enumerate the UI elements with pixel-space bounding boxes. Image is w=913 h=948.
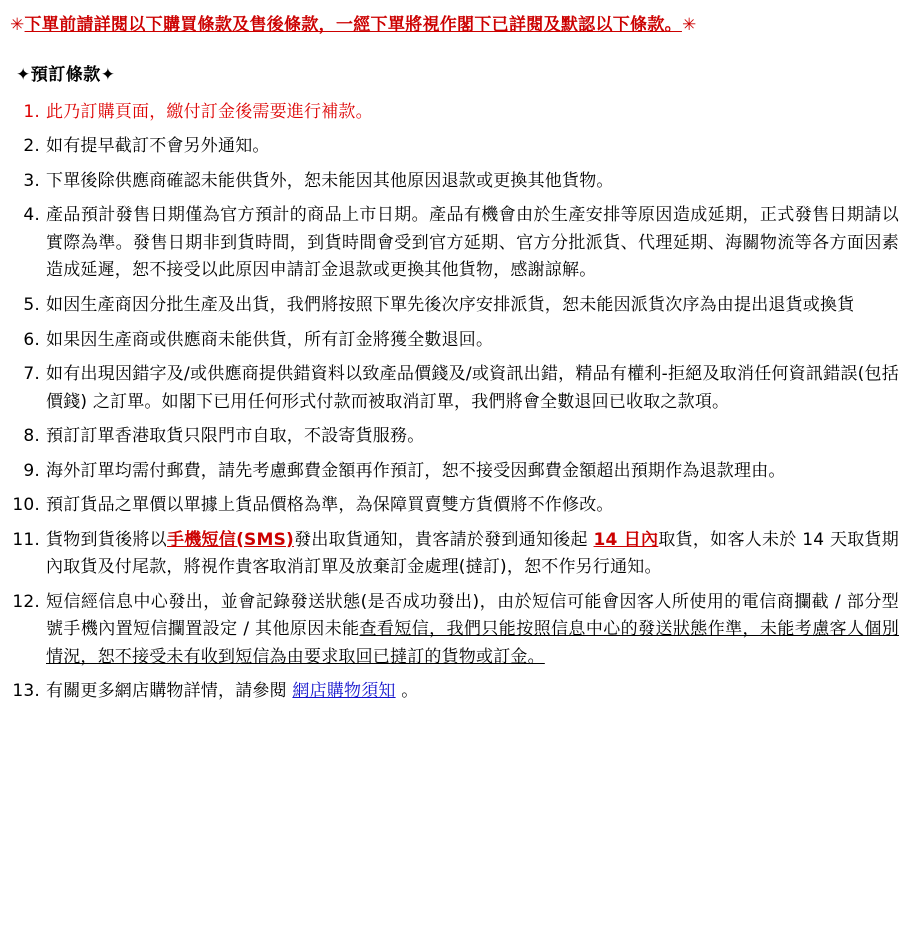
term-item [10, 527, 899, 582]
term-text: 發出取貨通知，貴客請於發到通知後起 [294, 529, 594, 550]
shopping-guide-link[interactable]: 網店購物須知 [292, 681, 396, 702]
term-item [10, 589, 899, 672]
section-title [16, 60, 899, 85]
diamond-icon-right: ✦ [100, 64, 116, 85]
term-text: 貨物到貨後將以 [46, 529, 167, 550]
term-text: 下單後除供應商確認未能供貨外，恕未能因其他原因退款或更換其他貨物。 [46, 170, 614, 191]
term-item [10, 133, 899, 161]
term-text: 短信經信息中心發出，並會記錄發送狀態(是否成功發出)，由於短信可能會因客人所使用的電信商攔截 / 部分型號手機內置短信攔置設定 / 其他原因未能 [46, 591, 899, 640]
underlined-term-text: 查看短信，我們只能按照信息中心的發送狀態作準，未能考慮客人個別情況，恕不接受未有收到短信為由要求取回已撻訂的貨物或訂金。 [46, 619, 899, 667]
term-item [10, 678, 899, 706]
term-item [10, 423, 899, 451]
terms-list [10, 99, 899, 706]
term-item [10, 292, 899, 320]
highlighted-term-text: 14 日內 [593, 529, 659, 550]
term-text: 如因生產商因分批生產及出貨，我們將按照下單先後次序安排派貨，恕未能因派貨次序為由提出退貨或換貨 [46, 294, 855, 315]
term-text: 取貨，如客人未於 14 天取貨期內取貨及付尾款，將視作貴客取消訂單及放棄訂金處理(撻訂)，恕不作另行通知。 [46, 529, 899, 578]
term-text: 如有提早截訂不會另外通知。 [46, 136, 270, 157]
highlighted-term-text: 手機短信(SMS) [166, 529, 295, 550]
term-item [10, 99, 899, 127]
term-text: 預訂訂單香港取貨只限門市自取，不設寄貨服務。 [46, 426, 425, 447]
top-notice-text: 下單前請詳閱以下購買條款及售後條款，一經下單將視作閣下已詳閱及默認以下條款。 [24, 15, 682, 35]
term-item [10, 327, 899, 355]
term-text: 如有出現因錯字及/或供應商提供錯資料以致產品價錢及/或資訊出錯，精品有權利-拒絕及取消任何資訊錯誤(包括價錢) 之訂單。如閣下已用任何形式付款而被取消訂單，我們將會全數退回已收取之款項。 [46, 364, 899, 412]
term-item [10, 202, 899, 285]
asterisk-icon-right: ✳ [681, 15, 697, 35]
section-title-text: 預訂條款 [30, 64, 101, 85]
term-item [10, 361, 899, 416]
top-notice [10, 14, 899, 38]
term-text: 。 [395, 681, 419, 702]
diamond-icon-left: ✦ [16, 64, 31, 85]
term-text: 預訂貨品之單價以單據上貨品價格為準，為保障買賣雙方貨價將不作修改。 [46, 495, 614, 516]
term-text: 此乃訂購頁面，繳付訂金後需要進行補款。 [46, 101, 373, 122]
term-item [10, 168, 899, 196]
asterisk-icon-left: ✳ [10, 15, 25, 35]
term-item [10, 492, 899, 520]
term-item [10, 458, 899, 486]
term-text: 如果因生產商或供應商未能供貨，所有訂金將獲全數退回。 [46, 329, 494, 350]
term-text: 產品預計發售日期僅為官方預計的商品上市日期。產品有機會由於生產安排等原因造成延期，正式發售日期請以實際為準。發售日期非到貨時間，到貨時間會受到官方延期、官方分批派貨、代理延期、海關物流等各方面因素造成延遲，恕不接受以此原因申請訂金退款或更換其他貨物，感謝諒解。 [46, 205, 899, 281]
term-text: 有關更多網店購物詳情，請參閱 [46, 681, 293, 702]
term-text: 海外訂單均需付郵費，請先考慮郵費金額再作預訂，恕不接受因郵費金額超出預期作為退款理由。 [46, 460, 786, 481]
